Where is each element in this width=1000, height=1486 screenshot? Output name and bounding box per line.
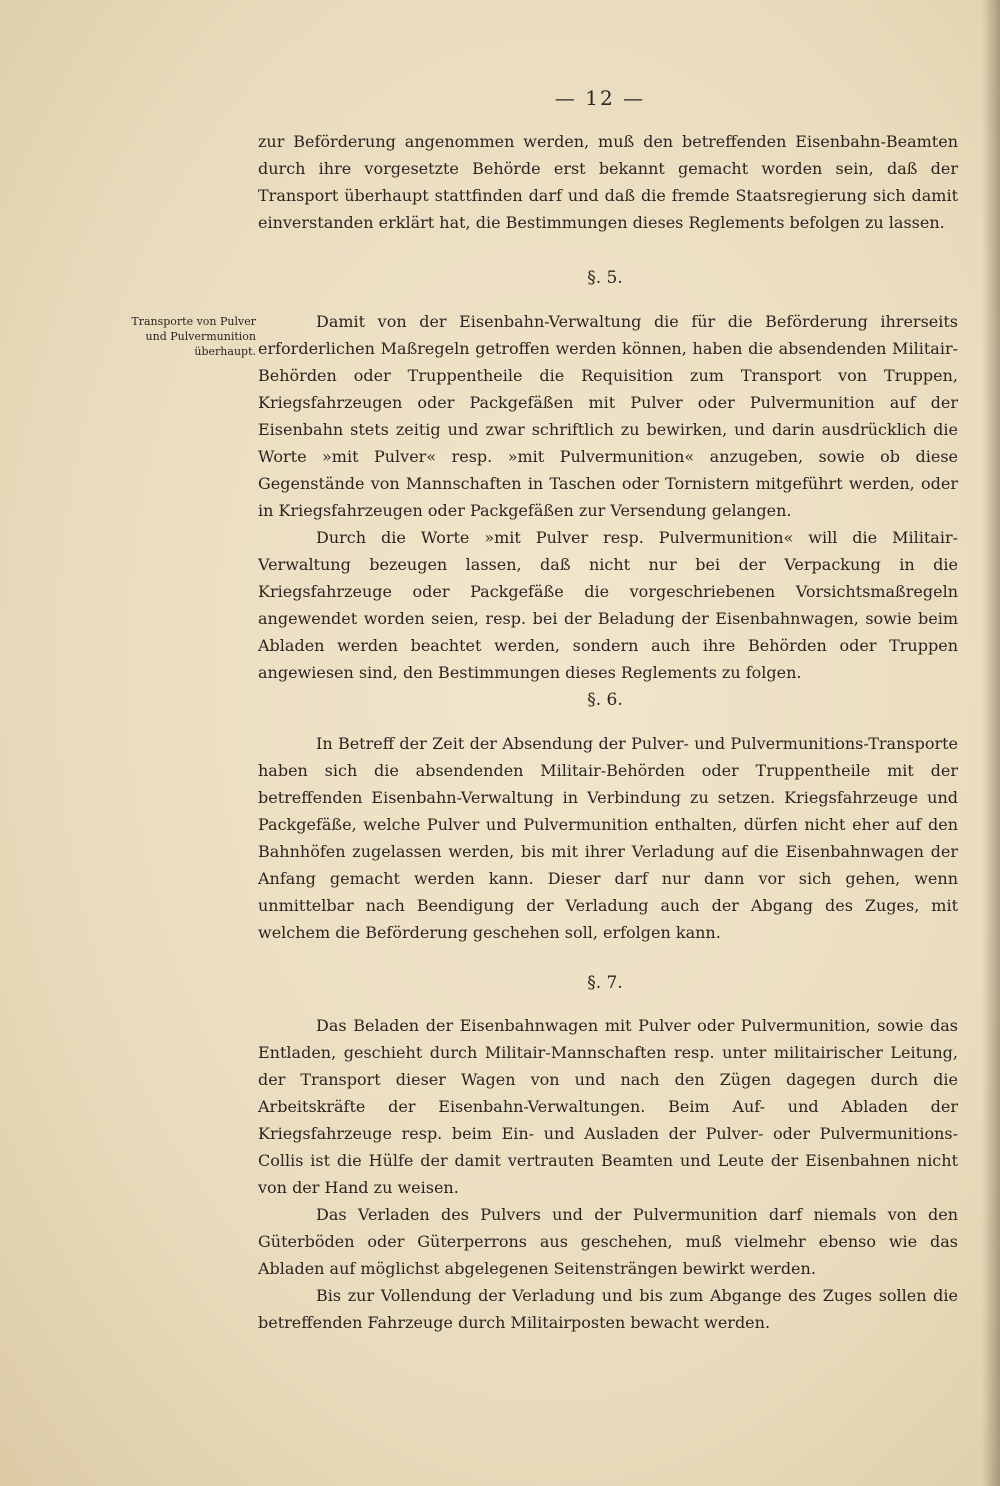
page-edge-shadow [982,0,1000,1486]
section-7-body [258,1012,958,1336]
section-5-paragraph-2: Durch die Worte »mit Pulver resp. Pulvermunition« will die Militair-Verwaltung bezeugen lassen, daß nicht nur bei der Verpackung in die Kriegsfahrzeuge oder Packgefäße die vorgeschriebenen Vorsichtsmaßregeln angewendet worden seien, resp. bei der Beladung der Eisenbahnwagen, sowie beim Abladen werden beachtet werden, sondern auch ihre Behörden oder Truppen angewiesen sind, den Bestimmungen dieses Reglements zu folgen. [258,528,958,682]
section-5-body [258,308,958,686]
intro-paragraph-block [258,128,958,236]
section-5-heading: §. 5. [587,268,623,288]
section-6-paragraph-1: In Betreff der Zeit der Absendung der Pulver- und Pulvermunitions-Transporte haben sich die absendenden Militair-Behörden oder Truppentheile mit der betreffenden Eisenbahn-Verwaltung in Verbindung zu setzen. Kriegsfahrzeuge und Packgefäße, welche Pulver und Pulvermunition enthalten, dürfen nicht eher auf den Bahnhöfen zugelassen werden, bis mit ihrer Verladung auf die Eisenbahnwagen der Anfang gemacht werden kann. Dieser darf nur dann vor sich gehen, wenn unmittelbar nach Beendigung der Verladung auch der Abgang des Zuges, mit welchem die Beförderung geschehen soll, erfolgen kann. [258,734,958,942]
section-7-paragraph-3: Bis zur Vollendung der Verladung und bis zum Abgange des Zuges sollen die betreffenden Fahrzeuge durch Militairposten bewacht werden. [258,1286,958,1332]
section-5-paragraph-1: Damit von der Eisenbahn-Verwaltung die für die Beförderung ihrerseits erforderlichen Maßregeln getroffen werden können, haben die absendenden Militair-Behörden oder Truppentheile die Requisition zum Transport von Truppen, Kriegsfahrzeugen oder Packgefäßen mit Pulver oder Pulvermunition auf der Eisenbahn stets zeitig und zwar schriftlich zu bewirken, und darin ausdrücklich die Worte »mit Pulver« resp. »mit Pulvermunition« anzugeben, sowie ob diese Gegenstände von Mannschaften in Taschen oder Tornistern mitgeführt werden, oder in Kriegsfahrzeugen oder Packgefäßen zur Versendung gelangen. [258,312,958,520]
section-7-paragraph-2: Das Verladen des Pulvers und der Pulvermunition darf niemals von den Güterböden oder Güterperrons aus geschehen, muß vielmehr ebenso wie das Abladen auf möglichst abgelegenen Seitensträngen bewirkt werden. [258,1205,958,1278]
intro-paragraph: zur Beförderung angenommen werden, muß den betreffenden Eisenbahn-Beamten durch ihre vorgesetzte Behörde erst bekannt gemacht worden sein, daß der Transport überhaupt stattfinden darf und daß die fremde Staatsregierung sich damit einverstanden erklärt hat, die Bestimmungen dieses Reglements befolgen zu lassen. [258,132,958,232]
page-number: — 12 — [554,86,646,110]
marginal-note: Transporte von Pulver und Pulvermunition überhaupt. [131,315,256,358]
section-6-body [258,730,958,946]
section-7-heading: §. 7. [587,973,623,993]
section-6-heading: §. 6. [587,690,623,710]
section-7-paragraph-1: Das Beladen der Eisenbahnwagen mit Pulver oder Pulvermunition, sowie das Entladen, geschieht durch Militair-Mannschaften resp. unter militairischer Leitung, der Transport dieser Wagen von und nach den Zügen dagegen durch die Arbeitskräfte der Eisenbahn-Verwaltungen. Beim Auf- und Abladen der Kriegsfahrzeuge resp. beim Ein- und Ausladen der Pulver- oder Pulvermunitions-Collis ist die Hülfe der damit vertrauten Beamten und Leute der Eisenbahnen nicht von der Hand zu weisen. [258,1016,958,1197]
